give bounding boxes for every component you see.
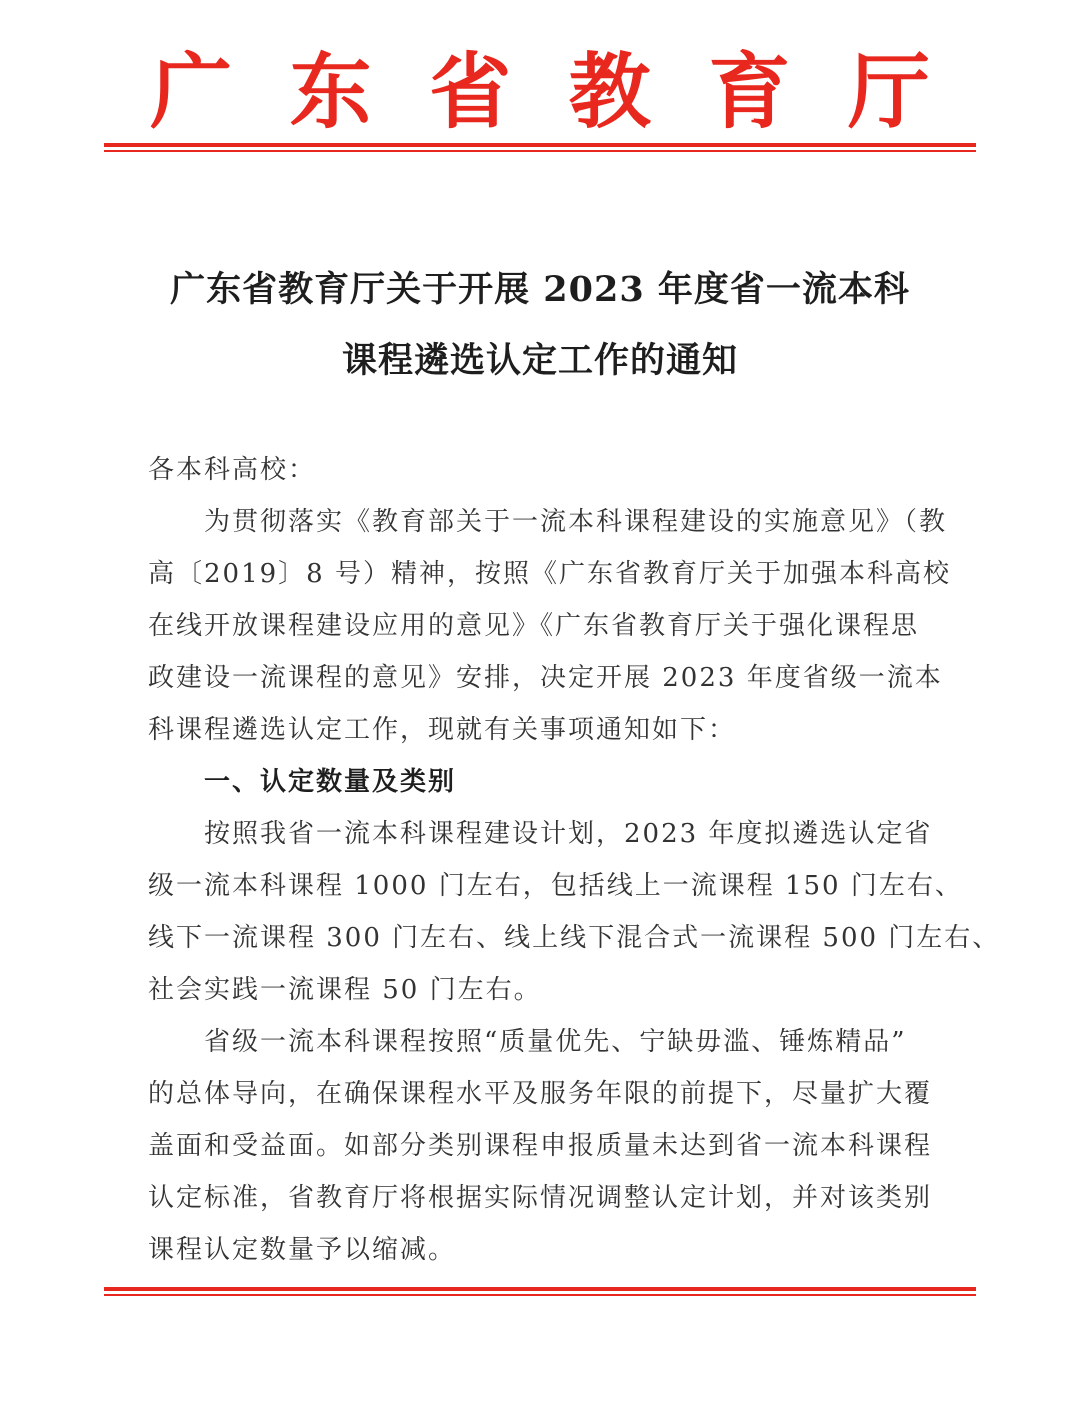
letterhead-char: 育	[708, 44, 791, 140]
para3-line: 盖面和受益面。如部分类别课程申报质量未达到省一流本科课程	[148, 1131, 933, 1161]
letterhead-rule-thin	[104, 150, 976, 152]
letterhead-rule-thick	[104, 143, 976, 147]
para2-line: 按照我省一流本科课程建设计划，2023 年度拟遴选认定省	[204, 819, 933, 849]
para1-line: 为贯彻落实《教育部关于一流本科课程建设的实施意见》（教	[204, 507, 948, 537]
para2-line: 社会实践一流课程 50 门左右。	[148, 975, 542, 1005]
section-heading: 一、认定数量及类别	[204, 767, 457, 797]
letterhead	[150, 42, 930, 142]
para1-line: 高〔2019〕8 号）精神，按照《广东省教育厅关于加强本科高校	[148, 559, 951, 589]
document-title-line-1: 广东省教育厅关于开展 2023 年度省一流本科	[170, 269, 910, 310]
para3-line: 的总体导向，在确保课程水平及服务年限的前提下，尽量扩大覆	[148, 1079, 933, 1109]
para3-line: 课程认定数量予以缩减。	[148, 1235, 457, 1265]
document-body	[148, 444, 1001, 1276]
salutation: 各本科高校：	[148, 455, 317, 485]
para3-line: 认定标准，省教育厅将根据实际情况调整认定计划，并对该类别	[148, 1183, 933, 1213]
para1-line: 科课程遴选认定工作，现就有关事项通知如下：	[148, 715, 737, 745]
letterhead-char: 厅	[847, 44, 930, 140]
letterhead-char: 省	[429, 44, 512, 140]
document-title-line-2: 课程遴选认定工作的通知	[341, 340, 738, 381]
para1-line: 政建设一流课程的意见》安排，决定开展 2023 年度省级一流本	[148, 663, 943, 693]
letterhead-char: 教	[568, 44, 651, 140]
para2-line: 线下一流课程 300 门左右、线上线下混合式一流课程 500 门左右、	[148, 923, 1001, 953]
letterhead-char: 东	[289, 44, 372, 140]
para2-line: 级一流本科课程 1000 门左右，包括线上一流课程 150 门左右、	[148, 871, 963, 901]
para1-line: 在线开放课程建设应用的意见》《广东省教育厅关于强化课程思	[148, 611, 920, 641]
para3-line: 省级一流本科课程按照“质量优先、宁缺毋滥、锤炼精品”	[204, 1027, 907, 1057]
letterhead-char: 广	[150, 44, 233, 140]
footer-rule-thick	[104, 1287, 976, 1291]
footer-rule-thin	[104, 1294, 976, 1296]
